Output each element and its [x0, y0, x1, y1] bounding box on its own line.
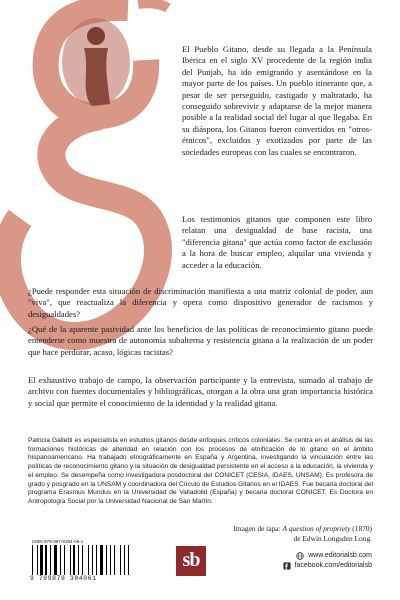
- barcode-bar: [44, 545, 45, 575]
- barcode-bar: [71, 545, 72, 575]
- barcode-bar: [110, 545, 111, 575]
- website-url: www.editorialsb.com: [308, 552, 372, 559]
- paragraph-5: El exhaustivo trabajo de campo, la observación participante y la entrevista, sumado al trabajo de archivo con fuentes documentales y bibliográficas, otorgan a la obra una gran importancia histórica y social que permite el conocimiento de la identidad y la realidad gitana.: [28, 375, 373, 408]
- paragraph-4: ¿Qué de la aparente pasividad ante los beneficios de las políticas de reconocimiento gitano puede entenderse como muestra de autonomía subalterna y resistencia gitana a la realización de un poder que hace perdurar, acaso, lógicas racistas?: [28, 324, 373, 357]
- barcode-bar: [82, 545, 83, 575]
- barcode-bar: [62, 545, 64, 575]
- facebook-icon: [283, 562, 291, 570]
- barcode-bar: [88, 545, 89, 575]
- barcode-bar: [34, 545, 36, 575]
- barcode-bar: [98, 545, 99, 575]
- barcode-bar: [92, 545, 93, 575]
- facebook-url: facebook.com/editorialsb: [294, 562, 372, 569]
- paragraph-3: ¿Puede responder esta situación de discriminación manifiesta a una matriz colonial de poder, aun "viva", que reactualiza la diferencia y opera como dispositivo generador de racismos y desigualdades?: [28, 286, 373, 319]
- barcode-bar: [89, 545, 91, 575]
- author-bio: Patricia Galletti es especialista en estudios gitanos desde enfoques críticos coloniales. Se centra en el análisis de las formaciones históricas de alteridad en relación con los procesos de etnificación de lo gitano en el ámbito hispanoamericano. Ha trabajado etnográficamente en España y Argentina, investigando la vinculación entre las políticas de reconocimiento gitano y la situación de desigualdad persistente en el acceso a la educación, la vivienda y el empleo. Se desempeña como investigadora posdoctoral del CONICET (CESIA, IDAES, UNSAM). Es profesora de grado y posgrado en la UNSAM y coordinadora del Círculo de Estudios Gitanos en el IDAES. Fue becaria doctoral del programa Erasmus Mundus en la Universidad de Valladolid (España) y becaria doctoral CONICET. Es Doctora en Antropología Social por la Universidad Nacional de San Martín.: [28, 437, 373, 505]
- isbn-digits: 9 789878 384061: [30, 575, 97, 582]
- barcode-bar: [126, 545, 127, 575]
- barcode-bar: [112, 545, 113, 575]
- barcode-bar: [128, 545, 129, 575]
- barcode-bar: [84, 545, 87, 575]
- barcode-bar: [107, 545, 109, 575]
- publisher-logo: sb: [176, 546, 206, 576]
- barcode-bar: [66, 545, 69, 575]
- barcode-bar: [114, 545, 116, 575]
- credit-author: de Edwin Longsden Long.: [293, 534, 372, 543]
- barcode-bar: [100, 545, 103, 575]
- barcode-bar: [37, 545, 38, 575]
- credit-prefix: Imagen de tapa:: [233, 524, 283, 533]
- barcode-bar: [70, 545, 71, 575]
- barcode-bar: [60, 545, 61, 575]
- publisher-links: [242, 551, 372, 571]
- barcode-bar: [124, 545, 126, 575]
- barcode-bar: [96, 545, 98, 575]
- barcode-bar: [73, 545, 75, 575]
- isbn-label: ISBN 978-987-8384-06-1: [32, 539, 84, 544]
- paragraph-2: Los testimonios gitanos que componen este libro relatan una desigualdad de base racista, una "diferencia gitana" que actúa como factor de exclusión a la hora de buscar empleo, alquilar una vivienda y acceder a la educación.: [182, 214, 372, 270]
- barcode-bar: [116, 545, 119, 575]
- barcode-bar: [45, 545, 47, 575]
- barcode-bar: [52, 545, 54, 575]
- barcode-bars: [32, 545, 130, 575]
- cover-image-credit: [212, 524, 372, 544]
- barcode-bar: [122, 545, 123, 575]
- barcode-bar: [94, 545, 95, 575]
- barcode-bar: [32, 545, 33, 575]
- barcode-bar: [104, 545, 105, 575]
- barcode-bar: [38, 545, 39, 575]
- barcode-bar: [120, 545, 121, 575]
- barcode-bar: [50, 545, 51, 575]
- barcode-bar: [58, 545, 59, 575]
- isbn-barcode: [28, 539, 134, 583]
- barcode-bar: [80, 545, 81, 575]
- paragraph-1: El Pueblo Gitano, desde su llegada a la Península Ibérica en el siglo XV procedente de la región india del Punjab, ha ido emigrando y asentándose en la mayor parte de los países. Un pueblo itinerante que, a pesar de ser perseguido, castigado y maltratado, ha conseguido sobrevivir y adaptarse de la mejor manera posible a la realidad social del lugar al que llegaba. En su diáspora, los Gitanos fueron convertidos en "otros-étnicos", excluidos y exotizados por parte de las sociedades europeas con las cuales se encontraron.: [182, 44, 372, 157]
- barcode-bar: [48, 545, 49, 575]
- globe-icon: [296, 552, 304, 560]
- credit-year: (1870): [350, 524, 372, 533]
- barcode-bar: [64, 545, 65, 575]
- barcode-bar: [76, 545, 77, 575]
- barcode-bar: [106, 545, 107, 575]
- barcode-bar: [54, 545, 57, 575]
- barcode-bar: [40, 545, 43, 575]
- credit-title: A question of propriety: [282, 524, 351, 533]
- website-link[interactable]: [242, 551, 372, 561]
- facebook-link[interactable]: [242, 561, 372, 571]
- barcode-bar: [78, 545, 80, 575]
